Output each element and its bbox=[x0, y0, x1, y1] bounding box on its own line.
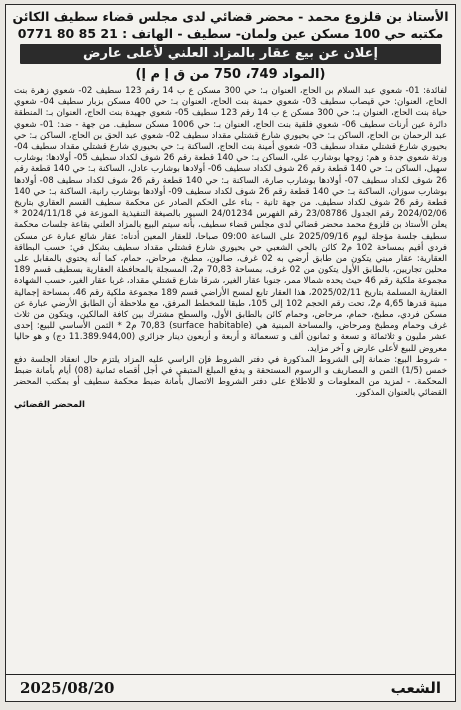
publication-date: 2025/08/20 bbox=[20, 679, 115, 697]
bailiff-address-line: مكتبه حي 100 مسكن عين ولمان- سطيف - الهاتف : 21 85 80 0771 bbox=[17, 26, 444, 41]
notice-paragraph-main: لفائدة: 01- شعوي عبد السلام بن الحاج، العنوان بـ: حي 300 مسكن ع ب 14 رقم 123 سطيف 02- شعوي زهرة بنت الحاج، العنوان: حي قيصاب سطيف 03- شعوي حمينة بنت الحاج، العنوان بـ: حي 400 مسكن بزبار سطيف 04- شعوي حياة بنت الحاج، العنوان بـ: حي 300 مسكن ع ب 14 رقم 123 سطيف 05- شعوي جهيدة بنت الحاج، العنوان بـ: المنطقة دائرة عين أرنات سطيف 06- شعوي فلقية بنت الحاج، العنوان بـ: حي 1006 مسكن سطيف. من جهة - ضد: 01- شعوي عبد الرحمان بن الحاج، الساكن بـ: حي بحيوري شارع قشتلي مقداد سطيف 02- شعوي عبد الحق بن الحاج، الساكن بـ: حي بحيوري شارع قشتلي مقداد سطيف 03- شعوي أمينة بنت الحاج، الساكنة بـ: حي بحيوري شارع قشتلي مقداد سطيف 04- ورثة شعوي جدة و هم: زوجها بوشارب علي، الساكن بـ: حي 140 قطعة رقم 26 شوف لكداد سطيف 05- أولادها: بوشارب سهيل، الساكن بـ: حي 140 قطعة رقم 26 شوف لكداد سطيف 06- أولادها بوشارب عادل، الساكنة بـ: حي 140 قطعة رقم 26 شوف لكداد سطيف 07- أولادها بوشارب صارة، الساكنة بـ: حي 140 قطعة رقم 26 شوف لكداد سطيف 08- أولادها بوشارب سوزان، الساكنة بـ: حي 140 قطعة رقم 26 شوف لكداد سطيف 09- أولادها بوشارب رانية، الساكنة بـ: حي 140 قطعة رقم 26 شوف لكداد سطيف. من جهة ثانية - بناء على الحكم الصادر عن محكمة سطيف القسم العقاري بتاريخ 2024/02/06 رقم الجدول 23/08786 رقم الفهرس 24/01234 السيور بالصيغة التنفيذية الموزعة في 2024/11/18 * يعلن الأستاذ بن قلزوع محمد محضر قضائي لدى مجلس قضاء سطيف، بأنه سيتم البيع بالمزاد العلني بقاعة جلسات محكمة سطيف جلسة مؤجلة ليوم 2025/09/16 على الساعة 09:00 صباحا، للعقار المعين أدناه: عقار شائع عبارة عن مسكن فردي أقيم بمساحة 102 م2 كائن بالحي الشعبي حي بحيوري شارع قشتلي مقداد سطيف بشكل في: حسب البطاقة العقارية: عقار مبني يتكون من طابق أرضي به 02 غرف، صالون، مطبخ، مرحاض، حمام، كما أنه يحتوي بالمقابل على محلين تجاريين، بالطابق الأول يتكون من 02 غرف، بمساحة 70,83 م2، المسجلة بالمحافظة العقارية بسطيف قسم 189 مجموعة ملكية رقم 46 حيث يحده شمالا ممر، جنوبا عقار الغير، شرقا شارع قشتلي مقداد، غربا عقار الغير، حسب الشهادة العقارية المسلمة بتاريخ 2025/02/11، هذا العقار تابع لمسح الأراضي قسم 189 مجموعة ملكية رقم 46، بمساحة إجمالية مبنية قدرها 4,65 م2، تحت رقم الحجم 102 إلى 105، طبقا للمخطط المرفق، مع ملاحظة أن الطابق الأرضي عبارة عن مسكن فردي، مطبخ، حمام، مرحاض، وحمام كائن بالطابق الأول، والسطح مشترك بين كافة المالكين، ويتكون من ثلاث غرف وحمام ومطبخ ومرحاض، والمساحة المبنية هي (surface habitable) 70,83 م2 * الثمن الأساسي للبيع: إحدى عشر مليون و ثلاثمائة و تسعة و ثمانون ألف و تسعمائة و أربعة و أربعون دينار جزائري (11.389.944,00 دج) و هو حاليا معروض للبيع لأعلى عارض و آخر مزايد. bbox=[14, 86, 448, 354]
notice-legal-reference: (المواد 749، 750 من ق إ م إ) bbox=[135, 67, 326, 82]
notice-signature: المحضر القضائي bbox=[14, 399, 85, 410]
newspaper-name: الشعب bbox=[390, 679, 441, 697]
bailiff-name-line: الأستاذ بن قلزوع محمد - محضر قضائي لدى مجلس قضاء سطيف الكائن bbox=[12, 9, 449, 24]
newspaper-footer bbox=[6, 674, 455, 701]
notice-paragraph-conditions: - شروط البيع: ضمانة إلى الشروط المذكورة في دفتر الشروط فإن الراسي عليه المزاد يلتزم حال انعقاد الجلسة دفع خمس (1/5) الثمن و المصاريف و الرسوم المستحقة و يدفع المبلغ المتبقي في أجل أقصاه ثمانية (08) أيام بأمانة ضبط المحكمة. - لمزيد من المعلومات و للاطلاع على دفتر الشروط الاتصال بأمانة ضبط محكمة سطيف أو بمكتب المحضر القضائي بالعنوان المذكور. bbox=[14, 354, 448, 399]
notice-header bbox=[6, 5, 455, 42]
notice-body bbox=[6, 84, 455, 606]
notice-title-banner: إعلان عن بيع عقار بالمزاد العلني لأعلى عارض bbox=[20, 44, 441, 64]
legal-notice-page bbox=[5, 4, 456, 702]
